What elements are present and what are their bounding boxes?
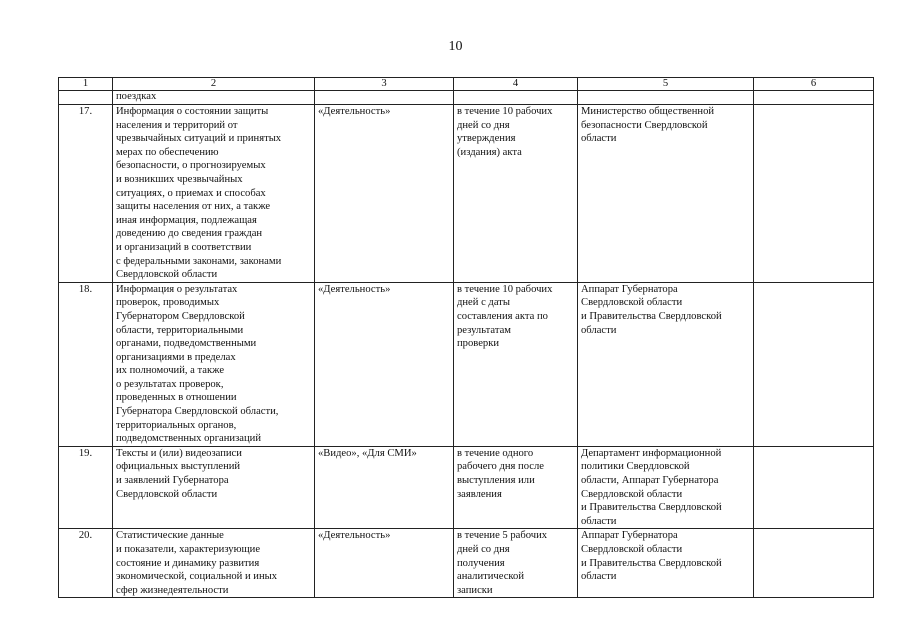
info-cell: Статистические данные и показатели, характеризующие состояние и динамику развития экономической, социальной и иных сфер жизнедеятельности bbox=[113, 529, 315, 598]
deadline-cell: в течение 10 рабочих дней с даты составления акта по результатам проверки bbox=[454, 282, 578, 446]
section-cell: «Видео», «Для СМИ» bbox=[315, 446, 454, 529]
section-cell: «Деятельность» bbox=[315, 529, 454, 598]
deadline-cell: в течение 5 рабочих дней со дня получения аналитической записки bbox=[454, 529, 578, 598]
row-number: 20. bbox=[59, 529, 113, 598]
extra-cell bbox=[754, 446, 874, 529]
responsible-cell: Аппарат Губернатора Свердловской области и Правительства Свердловской области bbox=[578, 282, 754, 446]
table-row bbox=[59, 105, 874, 283]
deadline-cell: в течение 10 рабочих дней со дня утверждения (издания) акта bbox=[454, 105, 578, 283]
extra-cell bbox=[754, 91, 874, 105]
row-number: 17. bbox=[59, 105, 113, 283]
extra-cell bbox=[754, 282, 874, 446]
column-header: 3 bbox=[315, 78, 454, 91]
table-row-continued bbox=[59, 91, 874, 105]
extra-cell bbox=[754, 529, 874, 598]
page-number: 10 bbox=[448, 39, 463, 54]
column-number-header-row bbox=[59, 78, 874, 91]
column-header: 5 bbox=[578, 78, 754, 91]
responsible-cell: Министерство общественной безопасности Свердловской области bbox=[578, 105, 754, 283]
info-table bbox=[58, 77, 874, 598]
column-header: 4 bbox=[454, 78, 578, 91]
responsible-cell: Департамент информационной политики Свердловской области, Аппарат Губернатора Свердловской области и Правительства Свердловской области bbox=[578, 446, 754, 529]
table-row bbox=[59, 446, 874, 529]
info-cell: Информация о результатах проверок, проводимых Губернатором Свердловской области, территориальными органами, подведомственными организациями в пределах их полномочий, а также о результатах проверок, проведенных в отношении Губернатора Свердловской области, территориальных органов, подведомственных организаций bbox=[113, 282, 315, 446]
table-row bbox=[59, 282, 874, 446]
table-row bbox=[59, 529, 874, 598]
info-cell: Информация о состоянии защиты населения и территорий от чрезвычайных ситуаций и принятых мерах по обеспечению безопасности, о прогнозируемых и возникших чрезвычайных ситуациях, о приемах и способах защиты населения от них, а также иная информация, подлежащая доведению до сведения граждан и организаций в соответствии с федеральными законами, законами Свердловской области bbox=[113, 105, 315, 283]
section-cell bbox=[315, 91, 454, 105]
column-header: 1 bbox=[59, 78, 113, 91]
deadline-cell: в течение одного рабочего дня после выступления или заявления bbox=[454, 446, 578, 529]
deadline-cell bbox=[454, 91, 578, 105]
row-number bbox=[59, 91, 113, 105]
info-cell: Тексты и (или) видеозаписи официальных выступлений и заявлений Губернатора Свердловской области bbox=[113, 446, 315, 529]
info-cell: поездках bbox=[113, 91, 315, 105]
row-number: 18. bbox=[59, 282, 113, 446]
extra-cell bbox=[754, 105, 874, 283]
responsible-cell bbox=[578, 91, 754, 105]
column-header: 6 bbox=[754, 78, 874, 91]
responsible-cell: Аппарат Губернатора Свердловской области и Правительства Свердловской области bbox=[578, 529, 754, 598]
row-number: 19. bbox=[59, 446, 113, 529]
section-cell: «Деятельность» bbox=[315, 282, 454, 446]
column-header: 2 bbox=[113, 78, 315, 91]
section-cell: «Деятельность» bbox=[315, 105, 454, 283]
